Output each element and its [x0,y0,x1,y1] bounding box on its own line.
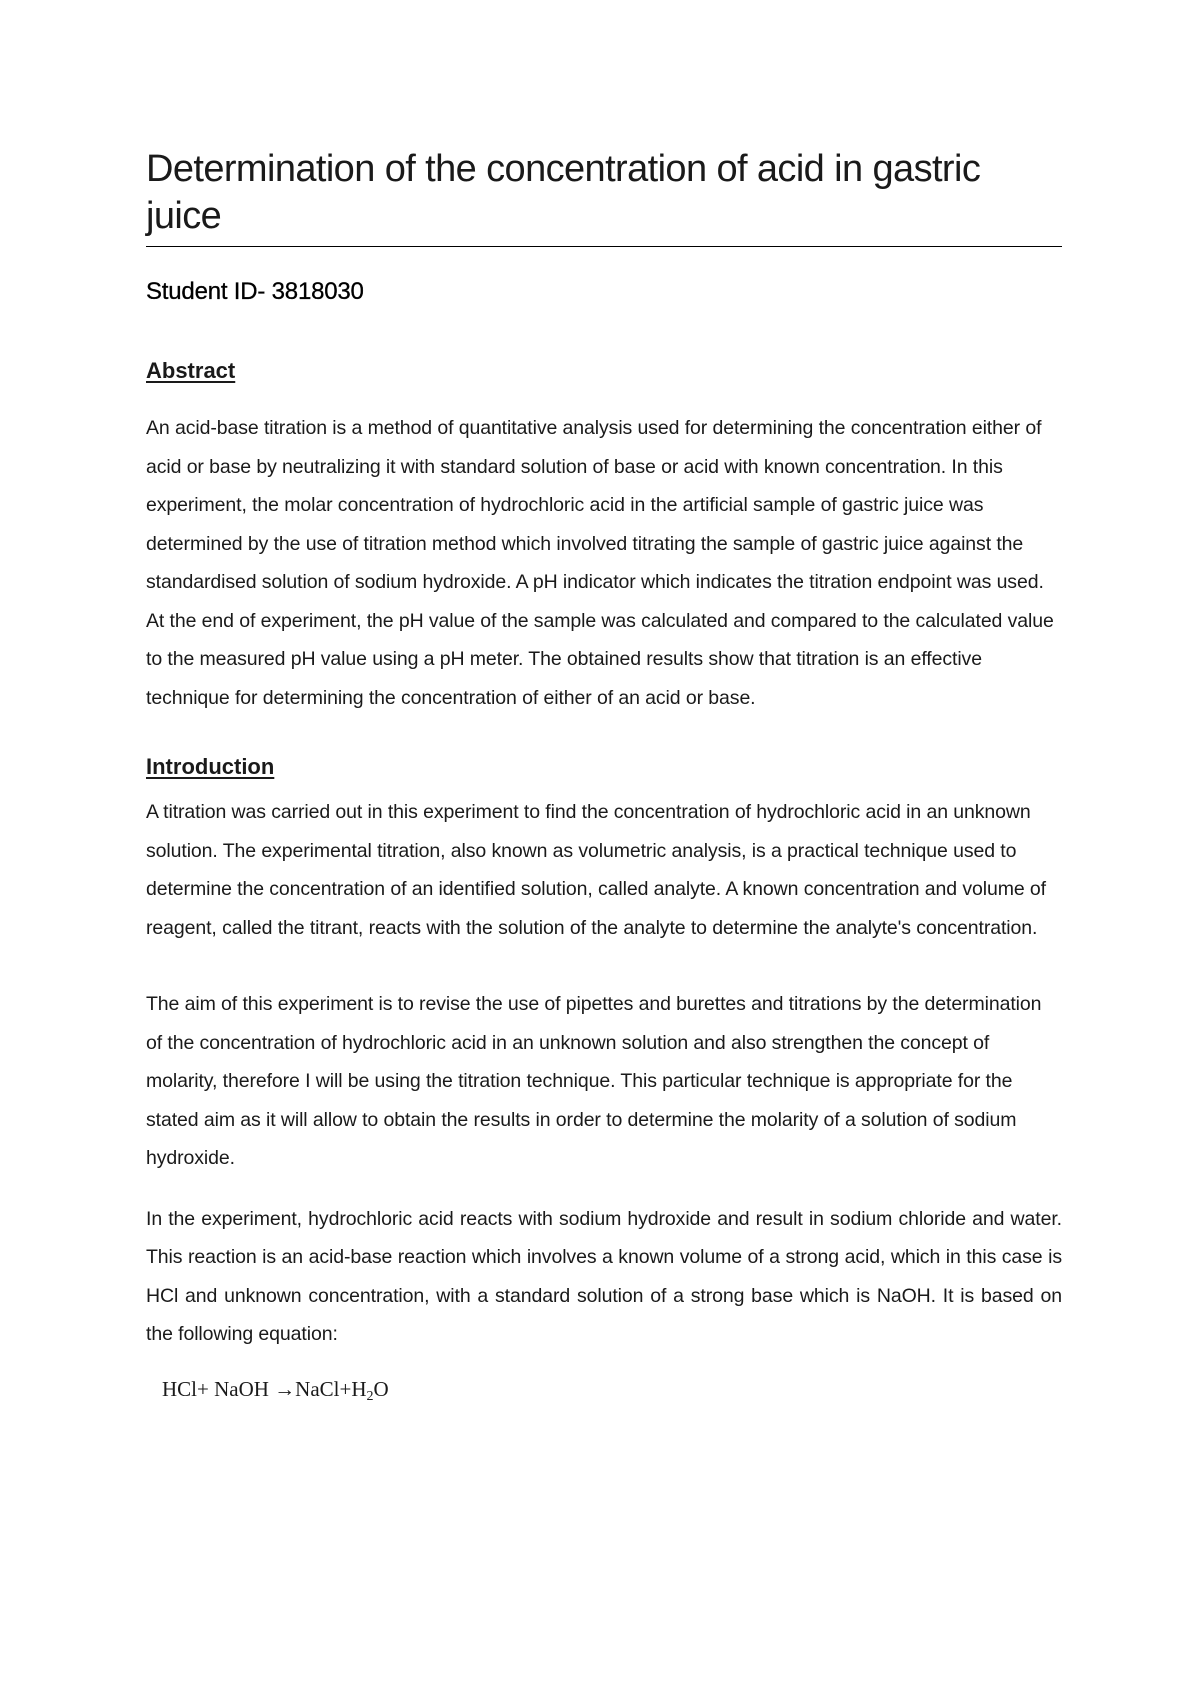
introduction-section [146,753,1062,1354]
equation-subscript: 2 [366,1388,374,1404]
introduction-paragraph: A titration was carried out in this experiment to find the concentration of hydrochloric acid in an unknown solution. The experimental titration, also known as volumetric analysis, is a practical technique used to determine the concentration of an identified solution, called analyte. A known concentration and volume of reagent, called the titrant, reacts with the solution of the analyte to determine the analyte's concentration. [146,801,1046,939]
abstract-heading: Abstract [146,358,236,383]
title-divider [146,246,1062,247]
introduction-paragraph: The aim of this experiment is to revise the use of pipettes and burettes and titrations by the determination of the concentration of hydrochloric acid in an unknown solution and also strengthen the concept of molarity, therefore I will be using the titration technique. This particular technique is appropriate for the stated aim as it will allow to obtain the results in order to determine the molarity of a solution of sodium hydroxide. [146,993,1042,1169]
abstract-text: An acid-base titration is a method of quantitative analysis used for determining the concentration either of acid or base by neutralizing it with standard solution of base or acid with known concentration. In this experiment, the molar concentration of hydrochloric acid in the artificial sample of gastric juice was determined by the use of titration method which involved titrating the sample of gastric juice against the standardised solution of sodium hydroxide. A pH indicator which indicates the titration endpoint was used. At the end of experiment, the pH value of the sample was calculated and compared to the calculated value to the measured pH value using a pH meter. The obtained results show that titration is an effective technique for determining the concentration of either of an acid or base. [146,417,1054,709]
introduction-heading: Introduction [146,754,275,779]
student-id: Student ID- 3818030 [146,278,364,305]
equation-products-tail: O [373,1376,389,1401]
chemical-equation [162,1374,1062,1404]
reaction-arrow-icon: → [274,1376,296,1401]
equation-reactants: HCl+ NaOH [162,1376,269,1401]
introduction-paragraph: In the experiment, hydrochloric acid reacts with sodium hydroxide and result in sodium chloride and water. This reaction is an acid-base reaction which involves a known volume of a strong acid, which in this case is HCl and unknown concentration, with a standard solution of a strong base which is NaOH. It is based on the following equation: [146,1207,1062,1345]
abstract-section [146,357,1062,717]
document-content [146,146,1062,1404]
document-title: Determination of the concentration of acid in gastric juice [146,148,981,237]
equation-products: NaCl+H [295,1376,367,1401]
